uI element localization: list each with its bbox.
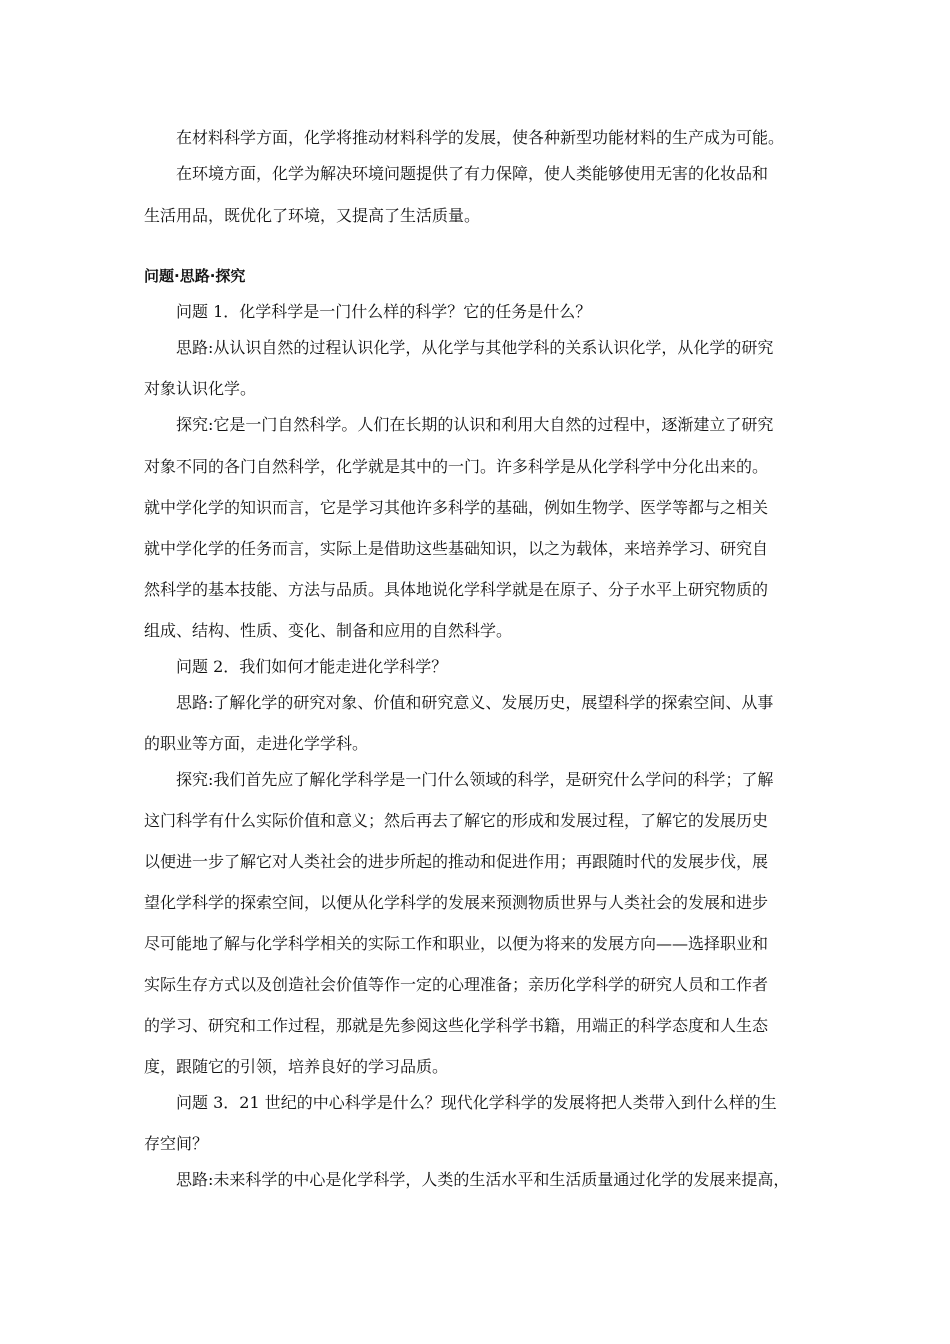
explore-1-line-cont: 组成、结构、性质、变化、制备和应用的自然科学。 [144, 621, 513, 640]
explore-1-line-cont: 对象不同的各门自然科学，化学就是其中的一门。许多科学是从化学科学中分化出来的。 [144, 457, 769, 476]
paragraph-line-materials: 在材料科学方面，化学将推动材料科学的发展，使各种新型功能材料的生产成为可能。 [176, 128, 785, 147]
explore-2-line-cont: 以便进一步了解它对人类社会的进步所起的推动和促进作用；再跟随时代的发展步伐，展 [144, 852, 769, 871]
question-3-cont: 存空间？ [144, 1134, 209, 1153]
explore-2-line-cont: 实际生存方式以及创造社会价值等作一定的心理准备；亲历化学科学的研究人员和工作者 [144, 975, 769, 994]
explore-2-line-cont: 望化学科学的探索空间，以便从化学科学的发展来预测物质世界与人类社会的发展和进步 [144, 893, 769, 912]
explore-2-line-cont: 度，跟随它的引领，培养良好的学习品质。 [144, 1057, 449, 1076]
explore-2-line-cont: 的学习、研究和工作过程，那就是先参阅这些化学科学书籍，用端正的科学态度和人生态 [144, 1016, 769, 1035]
idea-1-line-cont: 对象认识化学。 [144, 379, 257, 398]
explore-2-line-cont: 尽可能地了解与化学科学相关的实际工作和职业，以便为将来的发展方向——选择职业和 [144, 934, 769, 953]
explore-1-line-cont: 就中学化学的知识而言，它是学习其他许多科学的基础，例如生物学、医学等都与之相关 [144, 498, 769, 517]
section-heading: 问题·思路·探究 [144, 267, 246, 285]
question-2: 问题 2．我们如何才能走进化学科学？ [176, 657, 448, 676]
idea-1-line: 思路:从认识自然的过程认识化学，从化学与其他学科的关系认识化学，从化学的研究 [176, 338, 774, 357]
explore-1-line-cont: 然科学的基本技能、方法与品质。具体地说化学科学就是在原子、分子水平上研究物质的 [144, 580, 769, 599]
question-1: 问题 1．化学科学是一门什么样的科学？它的任务是什么？ [176, 302, 592, 321]
idea-2-line-cont: 的职业等方面，走进化学学科。 [144, 734, 369, 753]
idea-2-line: 思路:了解化学的研究对象、价值和研究意义、发展历史，展望科学的探索空间、从事 [176, 693, 774, 712]
explore-2-line: 探究:我们首先应了解化学科学是一门什么领域的科学，是研究什么学问的科学；了解 [176, 770, 774, 789]
idea-3-line: 思路:未来科学的中心是化学科学，人类的生活水平和生活质量通过化学的发展来提高， [176, 1170, 790, 1189]
question-3: 问题 3．21 世纪的中心科学是什么？现代化学科学的发展将把人类带入到什么样的生 [176, 1093, 777, 1112]
paragraph-line-environment: 在环境方面，化学为解决环境问题提供了有力保障，使人类能够使用无害的化妆品和 [176, 164, 769, 183]
explore-1-line-cont: 就中学化学的任务而言，实际上是借助这些基础知识，以之为载体，来培养学习、研究自 [144, 539, 769, 558]
explore-1-line: 探究:它是一门自然科学。人们在长期的认识和利用大自然的过程中，逐渐建立了研究 [176, 415, 774, 434]
explore-2-line-cont: 这门科学有什么实际价值和意义；然后再去了解它的形成和发展过程，了解它的发展历史 [144, 811, 769, 830]
paragraph-line-environment-cont: 生活用品，既优化了环境，又提高了生活质量。 [144, 206, 481, 225]
